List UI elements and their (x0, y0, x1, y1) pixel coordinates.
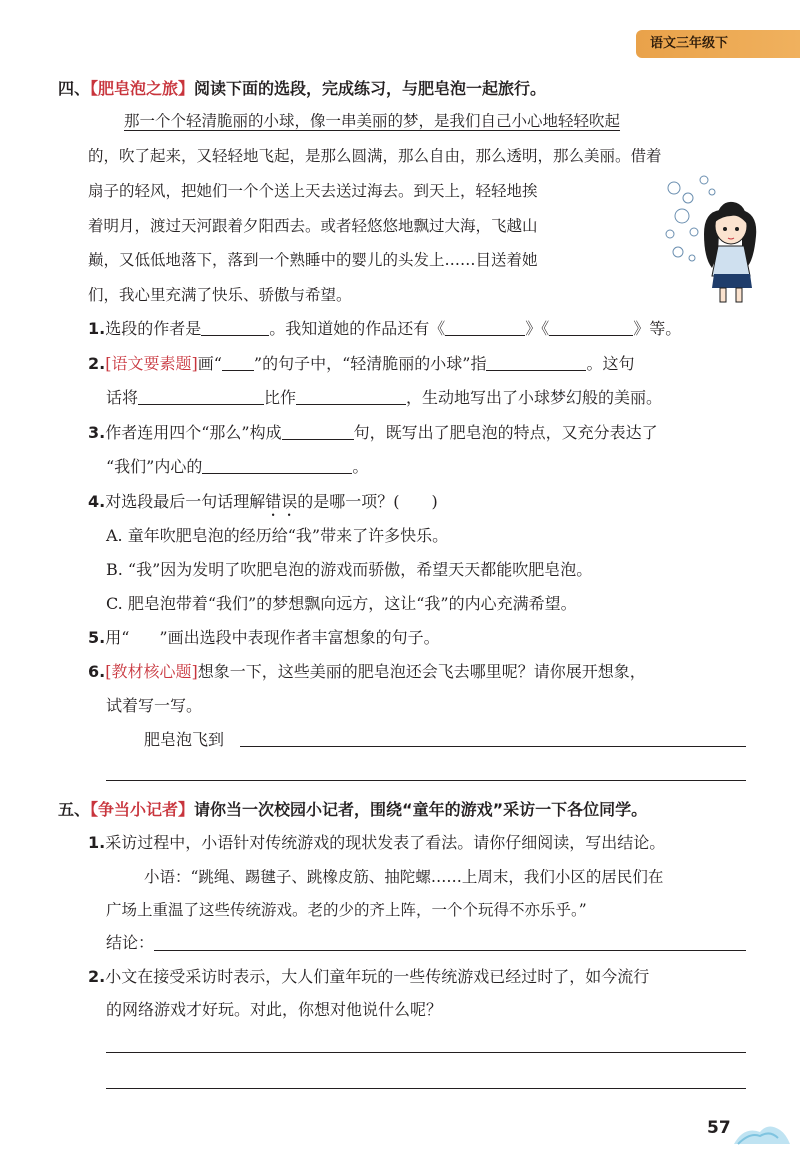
question-1 (88, 318, 681, 340)
question-2 (88, 353, 634, 375)
question-3 (88, 422, 658, 444)
q2-text: 画“ (197, 354, 222, 373)
question-number: 1. (88, 833, 106, 852)
sentence-type-blank[interactable] (282, 423, 354, 440)
question-3-line-2 (106, 456, 368, 478)
question-number: 6. (88, 662, 106, 681)
ball-refers-blank[interactable] (486, 354, 586, 371)
q6-badge: [教材核心题] (105, 662, 198, 681)
girl-blowing-bubbles-illustration (662, 172, 762, 307)
passage-line-5: 巅，又低低地落下，落到一个熟睡中的婴儿的头发上……目送着她 (88, 251, 538, 269)
passage-text: 那一个个轻清脆丽的小球，像一串美丽的梦，是我们自己小心地轻轻吹起 (124, 112, 621, 130)
section5-title-text: “童年的游戏” (402, 800, 504, 819)
q3-text: 。 (352, 457, 369, 476)
q2-badge: [语文要素题] (105, 354, 198, 373)
section5-badge: 【争当小记者】 (90, 800, 195, 819)
answer-line[interactable] (106, 1088, 746, 1089)
s5-q2-text: 小文在接受采访时表示，大人们童年玩的一些传统游戏已经过时了，如今流行 (105, 967, 650, 986)
s5-question-2 (88, 966, 649, 988)
question-number: 4. (88, 492, 106, 511)
question-4 (88, 491, 438, 520)
feeling-blank[interactable] (202, 457, 352, 474)
q3-text: 句，既写出了肥皂泡的特点，又充分表达了 (353, 423, 658, 442)
passage-line-1 (124, 110, 620, 132)
quote-line-2: 广场上重温了这些传统游戏。老的少的齐上阵，一个个玩得不亦乐乎。” (106, 901, 587, 919)
section-number: 五、 (58, 800, 91, 819)
q3-text: 作者连用四个“那么”构成 (105, 423, 282, 442)
emphasis-word: 错误 (265, 492, 298, 511)
passage-line-4: 着明月，渡过天河跟着夕阳西去。或者轻悠悠地飘过大海，飞越山 (88, 217, 538, 235)
s5-q1-text: 采访过程中，小语针对传统游戏的现状发表了看法。请你仔细阅读，写出结论。 (105, 833, 666, 852)
work-blank-1[interactable] (445, 319, 525, 336)
passage-line-3: 扇子的轻风，把她们一个个送上天去送过海去。到天上，轻轻地挨 (88, 182, 538, 200)
section-number: 四、 (58, 79, 91, 98)
work-blank-2[interactable] (549, 319, 633, 336)
q1-text: 》等。 (633, 319, 682, 338)
question-5 (88, 627, 440, 649)
question-number: 5. (88, 628, 106, 647)
section5-title (58, 799, 647, 821)
q1-text: 。我知道她的作品还有《 (269, 319, 446, 338)
wavy-line-symbol (129, 627, 159, 649)
question-6-line-3: 肥皂泡飞到 (144, 730, 225, 749)
section5-title-text: 采访一下各位同学。 (503, 800, 648, 819)
answer-line[interactable] (240, 746, 746, 747)
question-number: 2. (88, 967, 106, 986)
passage-line-6: 们，我心里充满了快乐、骄傲与希望。 (88, 286, 352, 304)
mark-symbol-blank[interactable] (222, 354, 254, 371)
section4-badge: 【肥皂泡之旅】 (90, 79, 195, 98)
s5-question-1 (88, 832, 665, 854)
q2-text: 话将 (106, 388, 139, 407)
question-number: 3. (88, 423, 106, 442)
option-b[interactable]: B. “我”因为发明了吹肥皂泡的游戏而骄傲，希望天天都能吹肥皂泡。 (106, 560, 593, 579)
q1-text: 选段的作者是 (105, 319, 202, 338)
q2-text: ，生动地写出了小球梦幻般的美丽。 (406, 388, 663, 407)
question-6-line-2: 试着写一写。 (106, 696, 203, 715)
option-c[interactable]: C. 肥皂泡带着“我们”的梦想飘向远方，这让“我”的内心充满希望。 (106, 594, 577, 613)
answer-line[interactable] (106, 1052, 746, 1053)
question-2-line-2 (106, 387, 662, 409)
compare-blank-1[interactable] (138, 388, 264, 405)
q6-text: 想象一下，这些美丽的肥皂泡还会飞去哪里呢？请你展开想象， (197, 662, 646, 681)
conclusion-label: 结论： (106, 933, 155, 952)
q2-text: 比作 (264, 388, 297, 407)
answer-parentheses[interactable]: 的是哪一项？( ) (297, 492, 438, 511)
question-number: 2. (88, 354, 106, 373)
section4-title-text: 阅读下面的选段，完成练习，与肥皂泡一起旅行。 (194, 79, 547, 98)
q3-text: “我们”内心的 (106, 457, 203, 476)
answer-line[interactable] (154, 950, 746, 951)
question-number: 1. (88, 319, 106, 338)
section4-title (58, 78, 546, 100)
q5-text: 用“ (105, 628, 130, 647)
question-6 (88, 661, 646, 683)
author-blank[interactable] (201, 319, 269, 336)
q2-text: ”的句子中，“轻清脆丽的小球”指 (253, 354, 487, 373)
compare-blank-2[interactable] (296, 388, 406, 405)
grade-tag: 语文三年级下 (636, 30, 800, 58)
q5-text: ”画出选段中表现作者丰富想象的句子。 (159, 628, 440, 647)
answer-line[interactable] (106, 780, 746, 781)
q4-text: 对选段最后一句话理解 (105, 492, 266, 511)
s5-question-2-line-2: 的网络游戏才好玩。对此，你想对他说什么呢？ (106, 1000, 443, 1019)
section5-title-text: 请你当一次校园小记者，围绕 (194, 800, 403, 819)
option-a[interactable]: A. 童年吹肥皂泡的经历给“我”带来了许多快乐。 (106, 526, 449, 545)
passage-line-2: 的，吹了起来，又轻轻地飞起，是那么圆满，那么自由，那么透明，那么美丽。借着 (88, 147, 662, 165)
q2-text: 。这句 (586, 354, 635, 373)
q1-text: 》《 (525, 319, 550, 338)
wave-decoration-icon (732, 1122, 792, 1148)
quote-line-1: 小语：“跳绳、踢毽子、跳橡皮筋、抽陀螺……上周末，我们小区的居民们在 (144, 868, 664, 886)
page-number: 57 (707, 1118, 731, 1138)
